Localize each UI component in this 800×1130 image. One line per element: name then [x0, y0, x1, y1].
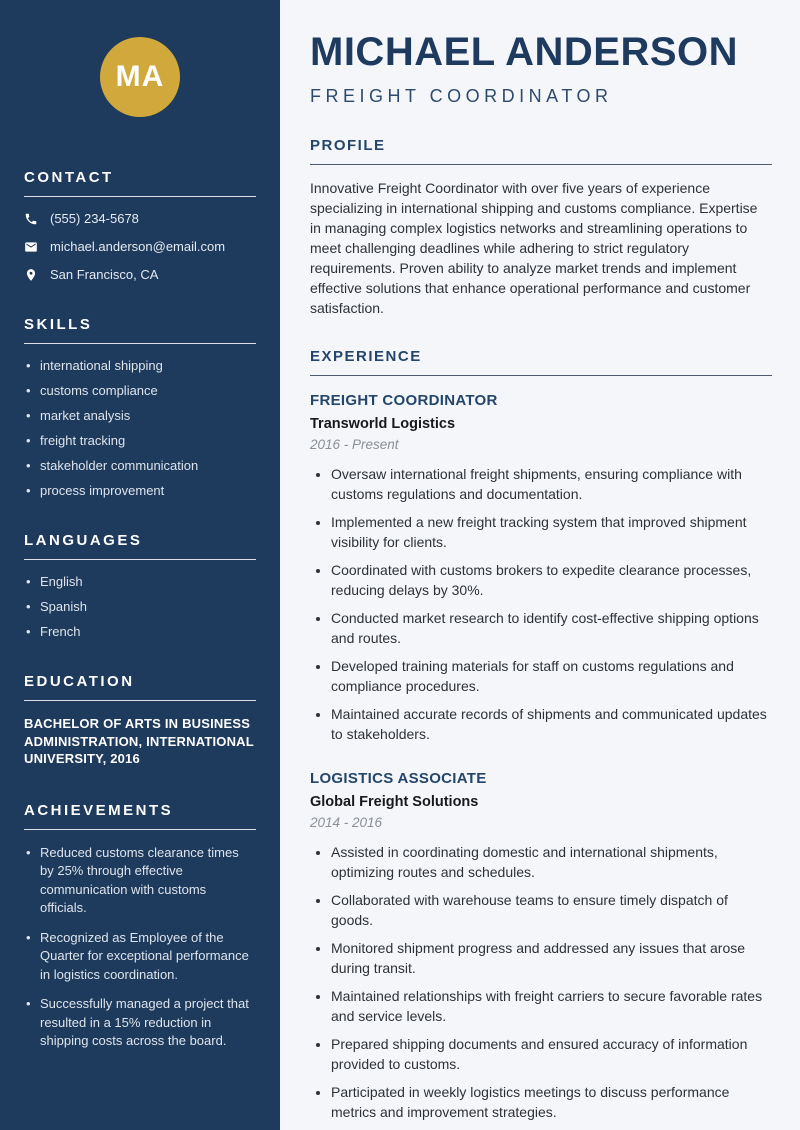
experience-divider	[310, 375, 772, 376]
achievement-item: • Recognized as Employee of the Quarter for exceptional performance in logistics coordination.	[24, 929, 256, 985]
skills-heading: SKILLS	[24, 316, 93, 333]
achievement-item: • Reduced customs clearance times by 25% through effective communication with customs officials.	[24, 844, 256, 918]
achievements-section	[24, 802, 256, 1051]
skill-item: • freight tracking	[24, 433, 256, 448]
skills-list	[24, 358, 256, 498]
languages-list	[24, 574, 256, 639]
languages-divider	[24, 559, 256, 560]
job-bullet-list	[310, 465, 772, 744]
job-entry	[310, 770, 772, 1122]
contact-email-value: michael.anderson@email.com	[50, 239, 226, 254]
profile-text: Innovative Freight Coordinator with over five years of experience specializing in international shipping and customs compliance. Expertise in managing complex logistics networks and streamlining operations to meet challenging deadlines while adhering to strict regulatory requirements. Proven ability to analyze market trends and implement effective solutions that enhance operational performance and customer satisfaction.	[310, 180, 758, 316]
main-content	[280, 0, 800, 1130]
contact-email-row	[24, 239, 256, 254]
job-bullet: • Participated in weekly logistics meetings to discuss performance metrics and improvement strategies.	[331, 1083, 772, 1122]
job-bullet: • Developed training materials for staff on customs regulations and compliance procedures.	[331, 657, 772, 696]
language-item: • French	[24, 624, 256, 639]
phone-icon	[24, 212, 38, 226]
experience-heading: EXPERIENCE	[310, 348, 422, 365]
person-title: FREIGHT COORDINATOR	[310, 86, 613, 106]
job-bullet: • Conducted market research to identify cost-effective shipping options and routes.	[331, 609, 772, 648]
contact-location-row	[24, 267, 256, 282]
job-entry	[310, 392, 772, 744]
skills-section	[24, 316, 256, 498]
achievements-list	[24, 844, 256, 1051]
skill-item: • customs compliance	[24, 383, 256, 398]
job-bullet: • Maintained accurate records of shipments and communicated updates to stakeholders.	[331, 705, 772, 744]
education-divider	[24, 700, 256, 701]
avatar-initials: MA	[115, 60, 165, 93]
job-bullet: • Collaborated with warehouse teams to ensure timely dispatch of goods.	[331, 891, 772, 930]
job-role: FREIGHT COORDINATOR	[310, 392, 498, 409]
avatar	[100, 37, 180, 117]
job-role: LOGISTICS ASSOCIATE	[310, 770, 487, 787]
job-bullet: • Maintained relationships with freight carriers to secure favorable rates and service levels.	[331, 987, 772, 1026]
contact-divider	[24, 196, 256, 197]
achievement-item: • Successfully managed a project that resulted in a 15% reduction in shipping costs across the board.	[24, 995, 256, 1051]
job-bullet-list	[310, 843, 772, 1122]
job-bullet: • Prepared shipping documents and ensured accuracy of information provided to customs.	[331, 1035, 772, 1074]
contact-location-value: San Francisco, CA	[50, 267, 159, 282]
job-bullet: • Assisted in coordinating domestic and international shipments, optimizing routes and schedules.	[331, 843, 772, 882]
job-bullet: • Implemented a new freight tracking system that improved shipment visibility for clients.	[331, 513, 772, 552]
skills-divider	[24, 343, 256, 344]
person-name: MICHAEL ANDERSON	[310, 30, 739, 74]
language-item: • Spanish	[24, 599, 256, 614]
job-company: Global Freight Solutions	[310, 794, 479, 810]
contact-phone-row	[24, 211, 256, 226]
job-bullet: • Coordinated with customs brokers to expedite clearance processes, reducing delays by 30%.	[331, 561, 772, 600]
job-bullet: • Monitored shipment progress and addressed any issues that arose during transit.	[331, 939, 772, 978]
location-icon	[24, 268, 38, 282]
skill-item: • market analysis	[24, 408, 256, 423]
skill-item: • stakeholder communication	[24, 458, 256, 473]
education-degree: BACHELOR OF ARTS IN BUSINESS ADMINISTRATION, INTERNATIONAL UNIVERSITY, 2016	[24, 716, 254, 766]
contact-phone-value: (555) 234-5678	[50, 211, 139, 226]
job-bullet: • Oversaw international freight shipments, ensuring compliance with customs regulations and documentation.	[331, 465, 772, 504]
contact-heading: CONTACT	[24, 169, 114, 186]
language-item: • English	[24, 574, 256, 589]
skill-item: • process improvement	[24, 483, 256, 498]
languages-heading: LANGUAGES	[24, 532, 143, 549]
education-heading: EDUCATION	[24, 673, 135, 690]
achievements-divider	[24, 829, 256, 830]
job-company: Transworld Logistics	[310, 416, 456, 432]
profile-section	[310, 137, 772, 318]
profile-divider	[310, 164, 772, 165]
skill-item: • international shipping	[24, 358, 256, 373]
email-icon	[24, 240, 38, 254]
achievements-heading: ACHIEVEMENTS	[24, 801, 174, 819]
contact-section	[24, 169, 256, 282]
job-dates: 2016 - Present	[310, 437, 399, 452]
job-dates: 2014 - 2016	[310, 815, 383, 830]
experience-section	[310, 348, 772, 1122]
sidebar	[0, 0, 280, 1130]
languages-section	[24, 532, 256, 639]
education-section	[24, 673, 256, 768]
profile-heading: PROFILE	[310, 137, 386, 154]
